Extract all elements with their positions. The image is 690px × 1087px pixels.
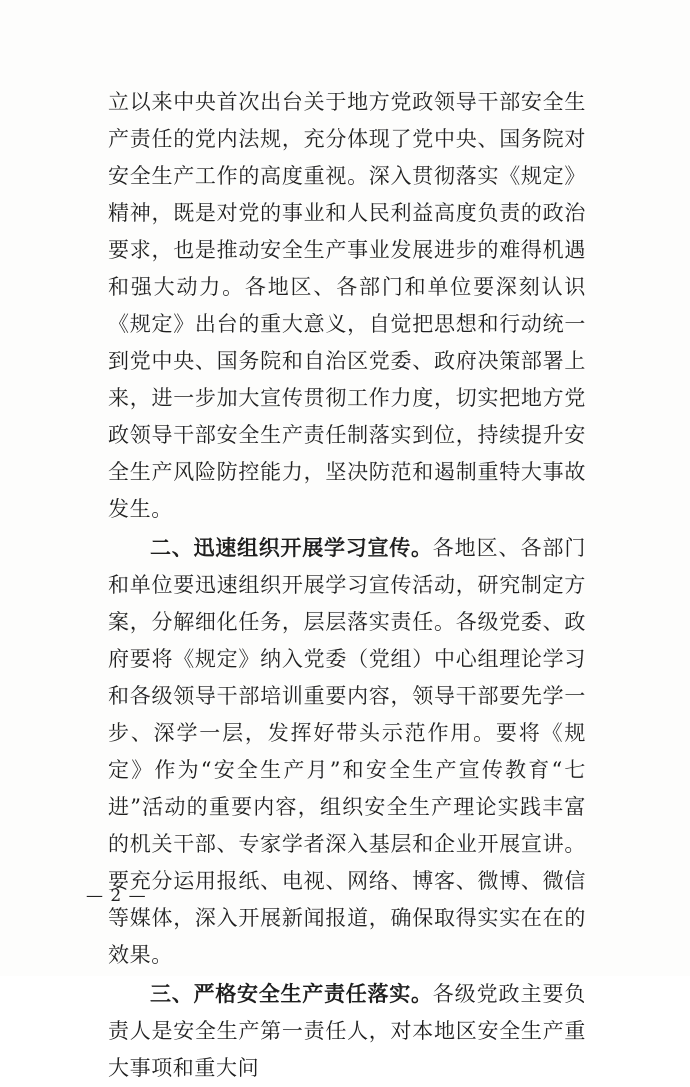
document-body — [108, 84, 586, 1087]
paragraph-3-text: 各级党政主要负责人是安全生产第一责任人，对本地区安全生产重大事项和重大问 — [108, 982, 587, 1080]
paragraph-3 — [108, 976, 586, 1087]
paragraph-1-text: 立以来中央首次出台关于地方党政领导干部安全生产责任的党内法规，充分体现了党中央、国务院对安全生产工作的高度重视。深入贯彻落实《规定》精神，既是对党的事业和人民利益高度负责的政治要求，也是推动安全生产事业发展进步的难得机遇和强大动力。各地区、各部门和单位要深刻认识《规定》出台的重大意义，自觉把思想和行动统一到党中央、国务院和自治区党委、政府决策部署上来，进一步加大宣传贯彻工作力度，切实把地方党政领导干部安全生产责任制落实到位，持续提升安全生产风险防控能力，坚决防范和遏制重特大事故发生。 — [108, 90, 586, 521]
paragraph-2-text: 各地区、各部门和单位要迅速组织开展学习宣传活动，研究制定方案，分解细化任务，层层落实责任。各级党委、政府要将《规定》纳入党委（党组）中心组理论学习和各级领导干部培训重要内容，领导干部要先学一步、深学一层，发挥好带头示范作用。要将《规定》作为“安全生产月”和安全生产宣传教育“七进”活动的重要内容，组织安全生产理论实践丰富的机关干部、专家学者深入基层和企业开展宣讲。要充分运用报纸、电视、网络、博客、微博、微信等媒体，深入开展新闻报道，确保取得实实在在的效果。 — [108, 536, 587, 967]
page-number: — 2 — — [86, 886, 147, 906]
section-heading-3: 三、严格安全生产责任落实。 — [150, 982, 433, 1006]
section-heading-2: 二、迅速组织开展学习宣传。 — [150, 536, 433, 560]
paragraph-2 — [108, 530, 586, 974]
paragraph-1 — [108, 84, 586, 528]
